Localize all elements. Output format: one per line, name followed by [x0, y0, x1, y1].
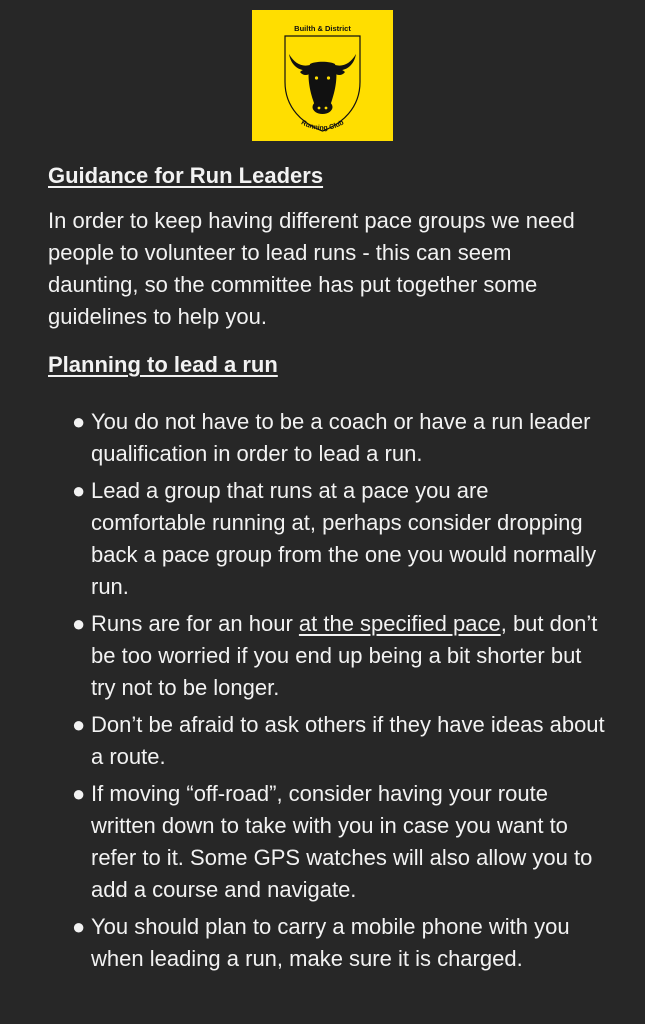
- logo-bottom-text: Running Club: [299, 119, 346, 133]
- bullet-icon: ●: [72, 712, 86, 737]
- list-item-text-start: Runs are for an hour: [91, 611, 299, 636]
- list-item-text: If moving “off-road”, consider having your route written down to take with you in case you want to refer to it. Some GPS watches will also allow you to add a course and navigate.: [91, 781, 593, 902]
- bullet-icon: ●: [72, 409, 86, 434]
- guidelines-list: [48, 406, 608, 975]
- bull-head-crest-icon: [252, 10, 393, 141]
- list-item: [48, 709, 608, 773]
- planning-heading: Planning to lead a run: [48, 352, 278, 377]
- list-item-text-end: , but don’t be too worried if you end up being a bit shorter but try not to be longer.: [91, 611, 598, 700]
- list-item-text: You do not have to be a coach or have a run leader qualification in order to lead a run.: [91, 409, 591, 466]
- list-item: [48, 911, 608, 975]
- document-body: [48, 160, 608, 980]
- list-item-text: Lead a group that runs at a pace you are comfortable running at, perhaps consider dropping back a pace group from the one you would normally run.: [91, 478, 597, 599]
- list-item-text: You should plan to carry a mobile phone with you when leading a run, make sure it is charged.: [91, 914, 570, 971]
- club-logo: [252, 10, 393, 141]
- underlined-phrase: at the specified pace: [298, 611, 501, 636]
- bullet-icon: ●: [72, 611, 86, 636]
- intro-paragraph: In order to keep having different pace groups we need people to volunteer to lead runs - this can seem daunting, so the committee has put together some guidelines to help you.: [48, 208, 575, 329]
- list-item: [48, 778, 608, 906]
- list-item: [48, 406, 608, 470]
- bullet-icon: ●: [72, 478, 86, 503]
- bullet-icon: ●: [72, 914, 86, 939]
- list-item: [48, 475, 608, 603]
- bullet-icon: ●: [72, 781, 86, 806]
- logo-top-text: Builth & District: [294, 24, 351, 33]
- guidance-heading: Guidance for Run Leaders: [48, 163, 324, 188]
- list-item-text: Don’t be afraid to ask others if they have ideas about a route.: [91, 712, 605, 769]
- list-item: [48, 608, 608, 704]
